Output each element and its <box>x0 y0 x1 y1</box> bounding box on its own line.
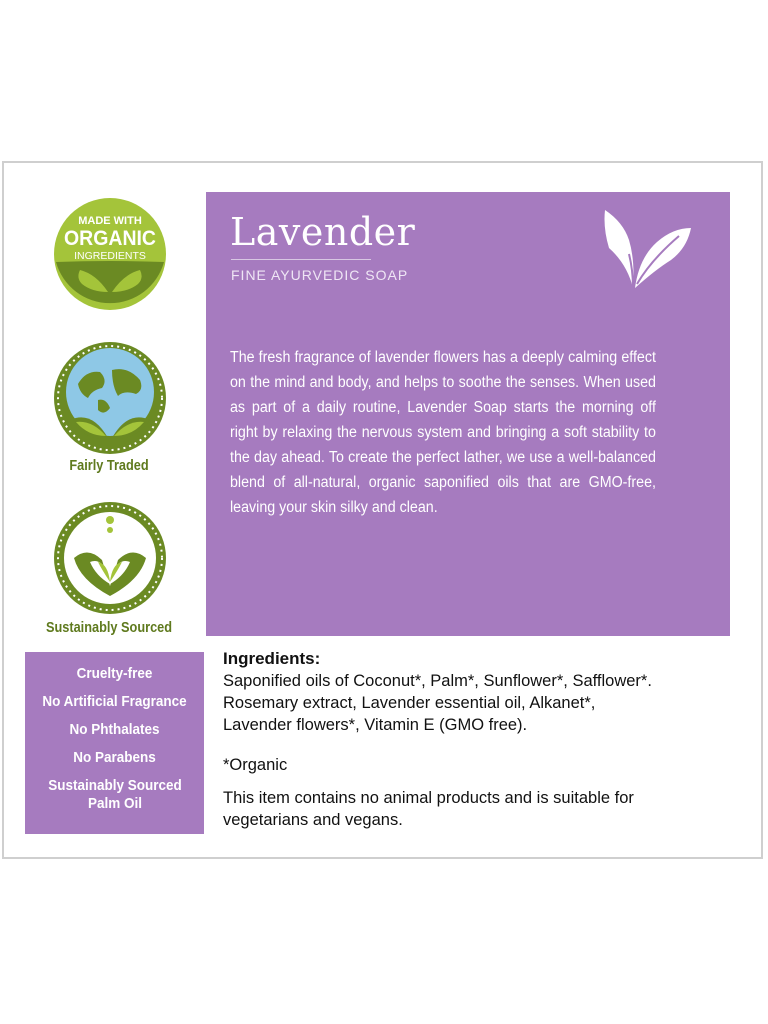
feature-item: Cruelty-free <box>76 665 153 682</box>
feature-item: No Parabens <box>73 749 156 766</box>
product-subtitle: FINE AYURVEDIC SOAP <box>231 267 409 283</box>
organic-badge-line1: MADE WITH <box>78 215 142 227</box>
fair-trade-badge <box>52 340 168 456</box>
ingredients-heading: Ingredients: <box>223 649 321 668</box>
organic-footnote: *Organic <box>223 756 288 774</box>
features-list <box>25 652 204 834</box>
organic-badge-icon <box>52 196 168 312</box>
heart-hands-icon <box>52 500 168 616</box>
feature-item: No Artificial Fragrance <box>42 693 187 710</box>
globe-hands-icon <box>52 340 168 456</box>
vegan-note: This item contains no animal products and is suitable for vegetarians and vegans. <box>223 789 634 829</box>
leaf-sprout-icon <box>599 208 693 295</box>
ingredients-text: Saponified oils of Coconut*, Palm*, Sunflower*, Safflower*. Rosemary extract, Lavender essential oil, Alkanet*, Lavender flowers*, Vitamin E (GMO free). <box>223 672 652 734</box>
ingredients-section <box>223 648 723 831</box>
sustainable-caption: Sustainably Sourced <box>45 619 173 636</box>
feature-item: Sustainably Sourced Palm Oil <box>47 777 182 812</box>
product-description-panel <box>206 192 730 636</box>
sustainable-badge <box>52 500 168 616</box>
product-name: Lavender <box>230 210 416 254</box>
product-description: The fresh fragrance of lavender flowers has a deeply calming effect on the mind and body, and helps to soothe the senses. When used as part of a daily routine, Lavender Soap starts the morning off right by relaxing the nervous system and bringing a soft stability to the day ahead. To create the perfect lather, we use a well-balanced blend of all-natural, organic saponified oils that are GMO-free, leaving your skin silky and clean. <box>230 349 656 516</box>
organic-ingredients-badge <box>52 196 168 312</box>
fair-trade-caption: Fairly Traded <box>69 457 149 474</box>
organic-badge-line2: ORGANIC <box>64 227 156 250</box>
feature-item: No Phthalates <box>69 721 160 738</box>
title-divider <box>231 259 371 260</box>
organic-badge-line3: INGREDIENTS <box>74 250 146 262</box>
